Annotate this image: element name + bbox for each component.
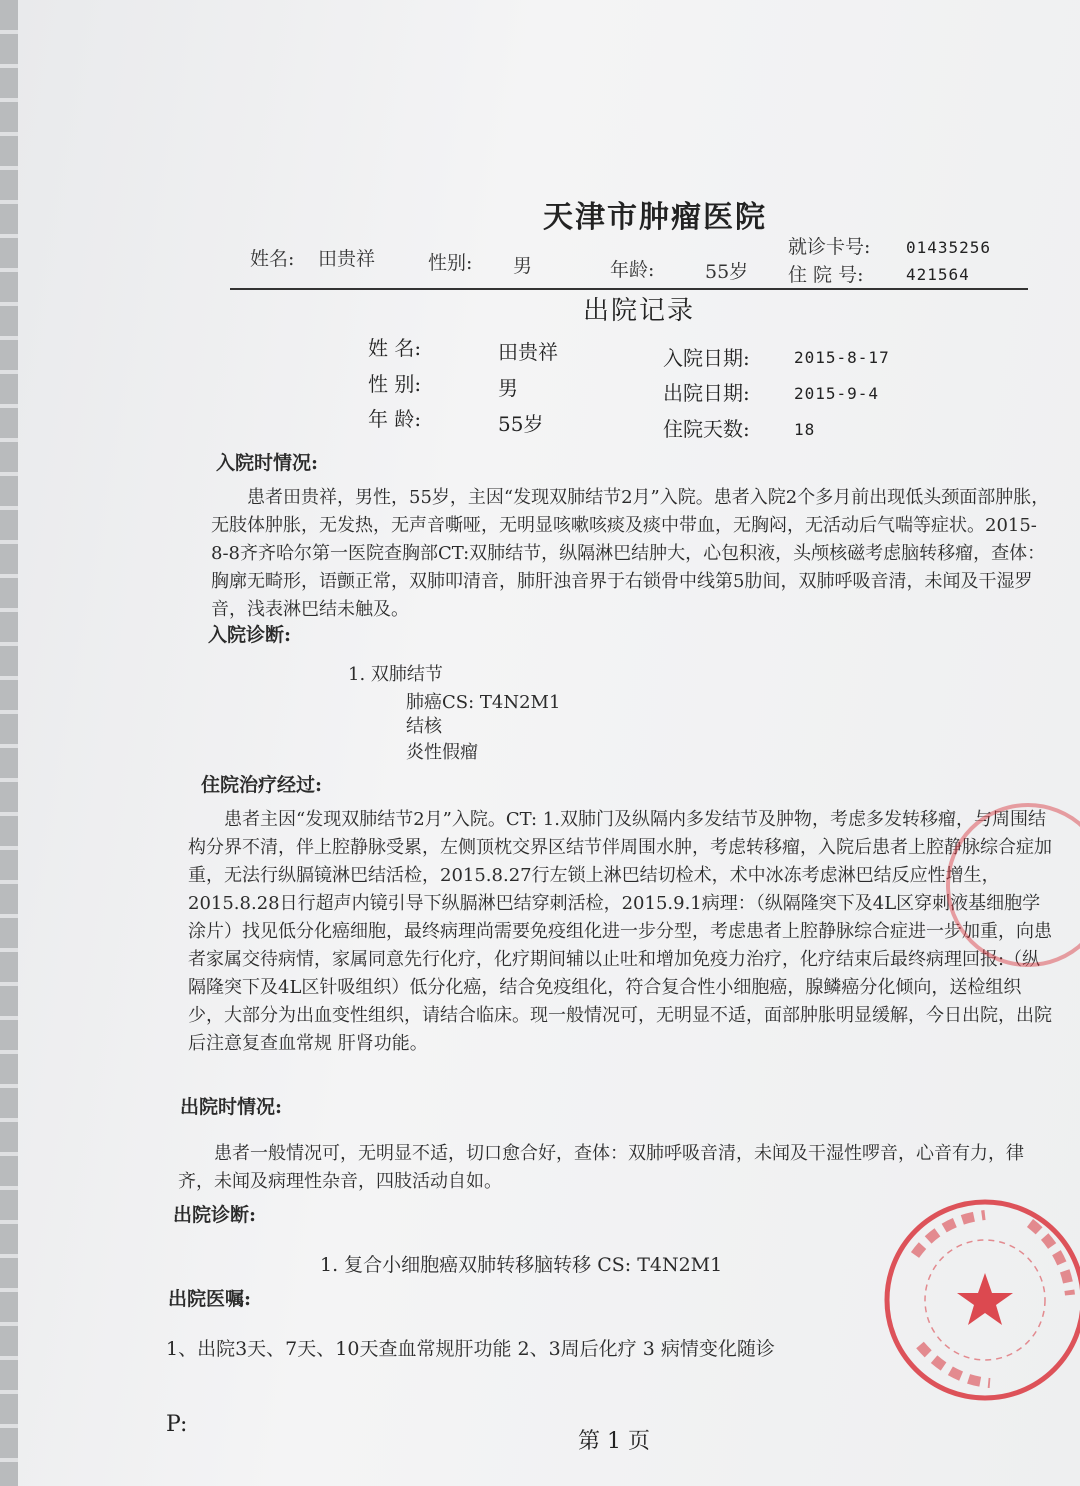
p-label: P: [166, 1412, 188, 1437]
admission-status-text: 患者田贵祥，男性，55岁，主因“发现双肺结节2月”入院。患者入院2个多月前出现低头颈面部肿胀，无肢体肿胀，无发热，无声音嘶哑，无明显咳嗽咳痰及痰中带血，无胸闷，无活动后气喘等症状。2015-8-8齐齐哈尔第一医院查胸部CT:双肺结节，纵隔淋巴结肿大，心包积液，头颅核磁考虑脑转移瘤，查体：胸廓无畸形，语颤正常，双肺叩清音，肺肝浊音界于右锁骨中线第5肋间，双肺呼吸音清，未闻及干湿罗音，浅表淋巴结未触及。 [211, 487, 1050, 620]
info-sex-label: 性 别: [368, 372, 422, 396]
discharge-orders-text: 1、出院3天、7天、10天查血常规肝功能 2、3周后化疗 3 病情变化随诊 [166, 1338, 775, 1360]
discharge-date-label: 出院日期: [663, 381, 750, 405]
header-sex-label: 性别: [428, 252, 473, 274]
discharge-diagnosis-item: 1. 复合小细胞癌双肺转移脑转移 CS: T4N2M1 [320, 1254, 723, 1276]
info-age-value: 55岁 [498, 412, 544, 436]
hospital-seal-icon [880, 1195, 1080, 1405]
discharge-status-title: 出院时情况: [180, 1096, 283, 1118]
discharge-diagnosis-title: 出院诊断: [173, 1204, 257, 1226]
admission-diagnosis-item: 1. 双肺结节 [348, 664, 443, 685]
record-title: 出院记录 [583, 296, 696, 326]
treatment-text: 患者主因“发现双肺结节2月”入院。CT: 1.双肺门及纵隔内多发结节及肿物，考虑多发转移瘤，与周围结构分界不清，伴上腔静脉受累，左侧顶枕交界区结节伴周围水肿，考虑转移瘤，入院后患者上腔静脉综合症加重，无法行纵膈镜淋巴结活检，2015.8.27行左锁上淋巴结切检术，术中冰冻考虑淋巴结反应性增生，2015.8.28日行超声内镜引导下纵膈淋巴结穿刺活检，2015.9.1病理：（纵隔隆突下及4L区穿刺液基细胞学涂片）找见低分化癌细胞，最终病理尚需要免疫组化进一步分型，考虑患者上腔静脉综合症进一步加重，向患者家属交待病情，家属同意先行化疗，化疗期间辅以止吐和增加免疫力治疗，化疗结束后最终病理回报:（纵隔隆突下及4L区针吸组织）低分化癌，结合免疫组化，符合复合性小细胞癌，腺鳞癌分化倾向，送检组织少，大部分为出血变性组织，请结合临床。现一般情况可，无明显不适，面部肿胀明显缓解，今日出院，出院后注意复查血常规 肝肾功能。 [188, 809, 1052, 1054]
days-value: 18 [794, 420, 816, 439]
discharge-orders-title: 出院医嘱: [168, 1288, 252, 1310]
admission-diagnosis-title: 入院诊断: [208, 624, 292, 646]
admission-diagnosis-item: 炎性假瘤 [406, 742, 478, 763]
page-number: 第 1 页 [578, 1429, 650, 1454]
days-label: 住院天数: [663, 417, 750, 441]
header-age-value: 55岁 [705, 261, 749, 283]
header-name-label: 姓名: [250, 248, 295, 270]
header-age-label: 年龄: [610, 259, 655, 281]
admission-status-title: 入院时情况: [216, 452, 319, 474]
info-sex-value: 男 [498, 376, 518, 400]
discharge-status-text: 患者一般情况可，无明显不适，切口愈合好，查体：双肺呼吸音清，未闻及干湿性啰音，心音有力，律齐，未闻及病理性杂音，四肢活动自如。 [178, 1143, 1024, 1192]
card-value: 01435256 [906, 238, 992, 257]
info-name-label: 姓 名: [368, 336, 422, 360]
binder-edge [0, 0, 18, 1486]
card-label: 就诊卡号: [788, 236, 871, 258]
faint-seal-icon [918, 800, 1080, 970]
info-age-label: 年 龄: [368, 407, 422, 431]
header-name-value: 田贵祥 [318, 248, 376, 270]
admit-date-label: 入院日期: [663, 346, 750, 370]
hospital-name: 天津市肿瘤医院 [543, 200, 767, 235]
admission-no-value: 421564 [906, 265, 970, 284]
admit-date-value: 2015-8-17 [794, 348, 890, 367]
admission-diagnosis-item: 结核 [406, 716, 442, 737]
treatment-title: 住院治疗经过: [201, 774, 323, 796]
discharge-date-value: 2015-9-4 [794, 384, 880, 403]
document-page [18, 0, 1080, 1486]
admission-no-label: 住 院 号: [788, 264, 864, 286]
admission-diagnosis-item: 肺癌CS: T4N2M1 [406, 692, 561, 713]
info-name-value: 田贵祥 [498, 340, 558, 364]
header-sex-value: 男 [513, 255, 533, 277]
